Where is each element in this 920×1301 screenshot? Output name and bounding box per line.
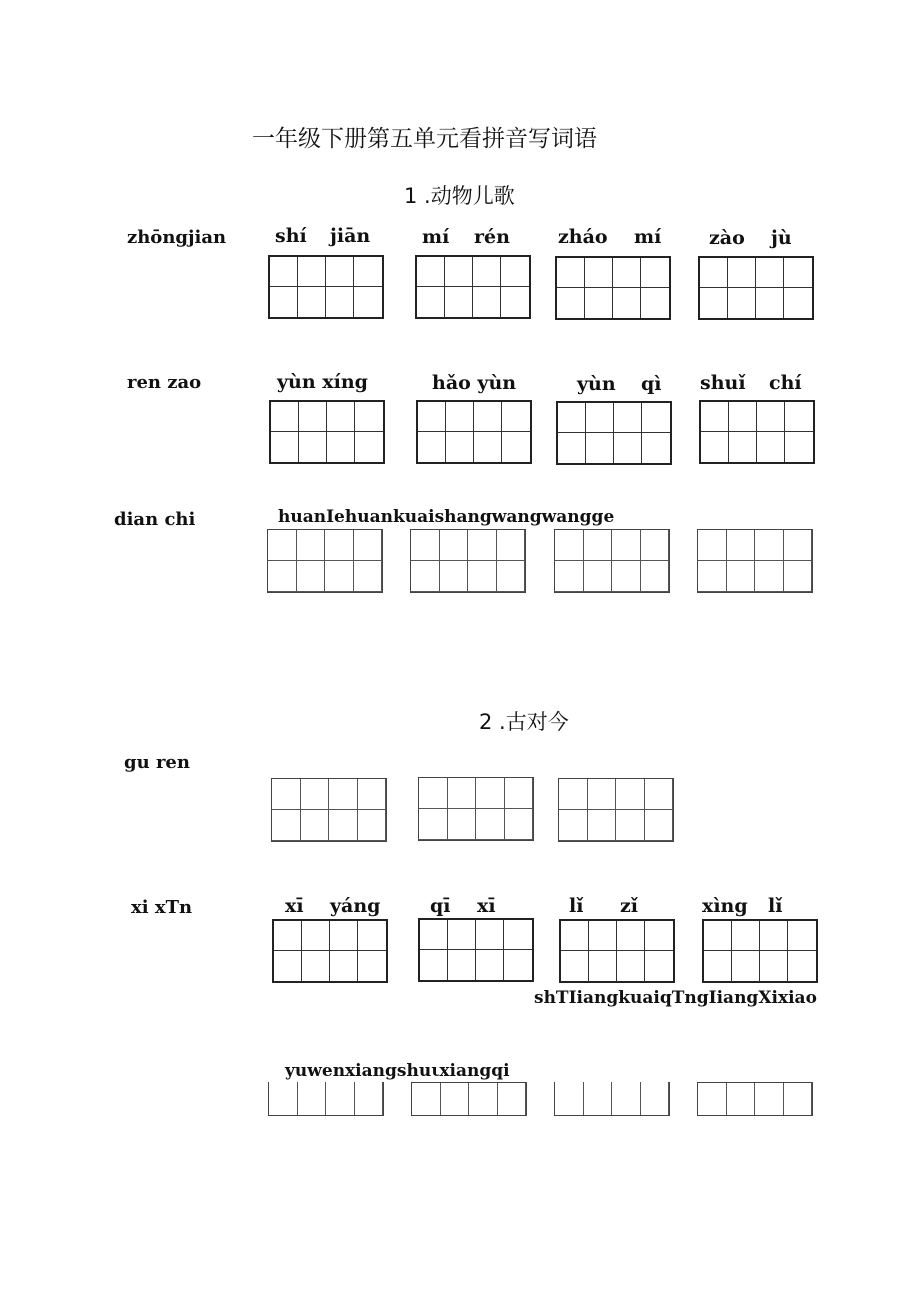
pinyin: lǐ <box>768 895 783 917</box>
writing-grid[interactable] <box>418 918 534 982</box>
pinyin: mí <box>634 226 662 248</box>
pinyin: xī <box>477 895 496 917</box>
pinyin: hǎo yùn <box>432 372 517 394</box>
pinyin: yùn xíng <box>277 371 368 393</box>
lesson1-row3-label: dian chi <box>114 509 196 530</box>
lesson1-row1-label: zhōngjian <box>127 227 227 248</box>
pinyin: shuǐ <box>700 372 746 394</box>
pinyin: xī <box>285 895 304 917</box>
pinyin: shí <box>275 225 307 247</box>
pinyin-run: shTIiangkuaiqTngIiangXixiao <box>534 988 817 1008</box>
lesson1-row2-label: ren zao <box>127 372 202 393</box>
pinyin-run: huanIehuankuaishangwangwangge <box>278 507 615 527</box>
lesson1-heading: 1 .动物儿歌 <box>404 184 515 208</box>
writing-grid[interactable] <box>416 400 532 464</box>
writing-grid[interactable] <box>697 529 813 593</box>
writing-grid[interactable] <box>697 1082 813 1116</box>
writing-grid[interactable] <box>418 777 534 841</box>
pinyin: jiān <box>330 225 371 247</box>
writing-grid[interactable] <box>559 919 675 983</box>
pinyin: chí <box>769 372 802 394</box>
writing-grid[interactable] <box>415 255 531 319</box>
pinyin: yáng <box>330 895 381 917</box>
lesson2-heading: 2 .古对今 <box>479 710 569 734</box>
writing-grid[interactable] <box>269 400 385 464</box>
writing-grid[interactable] <box>268 1082 384 1116</box>
pinyin: xìng <box>702 895 748 917</box>
writing-grid[interactable] <box>698 256 814 320</box>
pinyin: zào <box>709 227 745 249</box>
writing-grid[interactable] <box>555 256 671 320</box>
writing-grid[interactable] <box>699 400 815 464</box>
pinyin: rén <box>474 226 510 248</box>
pinyin: qī <box>430 895 451 917</box>
pinyin: jù <box>771 227 792 249</box>
writing-grid[interactable] <box>556 401 672 465</box>
writing-grid[interactable] <box>271 778 387 842</box>
lesson2-row1-label: gu ren <box>124 752 190 773</box>
pinyin: zháo <box>558 226 608 248</box>
pinyin: lǐ <box>569 895 584 917</box>
writing-grid[interactable] <box>410 529 526 593</box>
writing-grid[interactable] <box>558 778 674 842</box>
pinyin: yùn <box>577 373 616 395</box>
pinyin: zǐ <box>620 895 639 917</box>
pinyin: mí <box>422 226 450 248</box>
writing-grid[interactable] <box>267 529 383 593</box>
writing-grid[interactable] <box>272 919 388 983</box>
page-title: 一年级下册第五单元看拼音写词语 <box>252 126 597 152</box>
lesson2-row2-label: xi xTn <box>131 897 193 918</box>
writing-grid[interactable] <box>411 1082 527 1116</box>
writing-grid[interactable] <box>554 1082 670 1116</box>
writing-grid[interactable] <box>702 919 818 983</box>
pinyin: qì <box>641 373 662 395</box>
writing-grid[interactable] <box>554 529 670 593</box>
pinyin-run: yuwenxiangshuιxiangqi <box>285 1061 510 1081</box>
writing-grid[interactable] <box>268 255 384 319</box>
